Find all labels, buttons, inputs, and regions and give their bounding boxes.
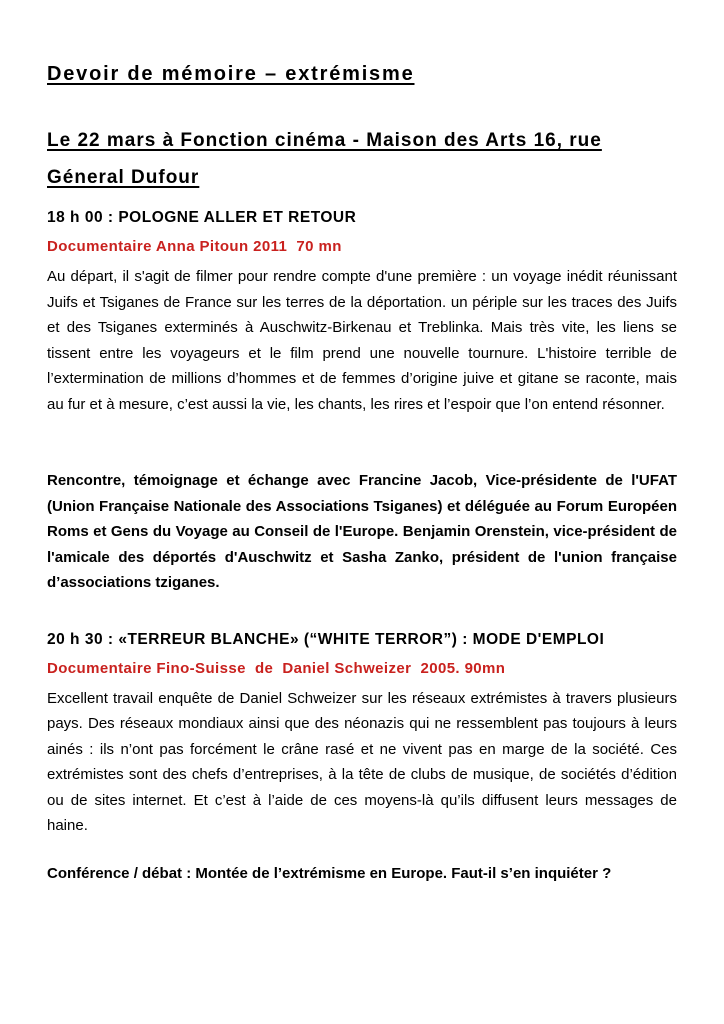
screening-time-title: 18 h 00 : POLOGNE ALLER ET RETOUR — [47, 209, 357, 226]
speakers-paragraph: Rencontre, témoignage et échange avec Francine Jacob, Vice-présidente de l'UFAT (Union Française Nationale des Associations Tsiganes) et déléguée au Forum Européen Roms et Gens du Voyage au Conseil de l'Europe. Benjamin Orenstein, vice-président de l'amicale des déportés d'Auschwitz et Sasha Zanko, président de l'union française d’associations tziganes. — [47, 472, 677, 591]
screening-synopsis: Excellent travail enquête de Daniel Schweizer sur les réseaux extrémistes à travers plusieurs pays. Des réseaux mondiaux ainsi que des néonazis qui ne ressemblent pas toujours à leurs ainés : ils n’ont pas forcément le crâne rasé et ne vivent pas en marge de la société. Ces extrémistes sont des chefs d’entreprises, à la tête de clubs de musique, de sociétés d’édition ou de sites internet. Et c’est à l’aide de ces moyens-là qu’ils diffusent leurs messages de haine. — [47, 689, 677, 834]
event-subtitle-line-1: Le 22 mars à Fonction cinéma - Maison des Arts 16, rue — [47, 130, 602, 151]
screening-time-title: 20 h 30 : «TERREUR BLANCHE» (“WHITE TERROR”) : MODE D'EMPLOI — [47, 630, 605, 648]
screening-synopsis: Au départ, il s'agit de filmer pour rendre compte d'une première : un voyage inédit réunissant Juifs et Tsiganes de France sur les terres de la déportation. un périple sur les traces des Juifs et des Tsiganes exterminés à Auschwitz-Birkenau et Treblinka. Mais très vite, les liens se tissent entre les voyageurs et le film prend une nouvelle tournure. L'histoire terrible de l’extermination de millions d’hommes et de femmes d’origine juive et gitane se raconte, mais au fur et à mesure, c’est aussi la vie, les chants, les rires et l’espoir que l’on entend résonner. — [47, 268, 677, 413]
screening-credit-line: Documentaire Fino-Suisse de Daniel Schweizer 2005. 90mn — [47, 659, 506, 677]
event-subtitle-line-2: Géneral Dufour — [47, 167, 200, 188]
screening-18h00 — [47, 206, 677, 417]
document-title: Devoir de mémoire – extrémisme — [47, 63, 415, 85]
screening-20h30 — [47, 628, 677, 839]
screening-credit-line: Documentaire Anna Pitoun 2011 70 mn — [47, 238, 342, 255]
event-subtitle — [47, 122, 677, 196]
conference-debate-paragraph: Conférence / débat : Montée de l’extrémisme en Europe. Faut-il s’en inquiéter ? — [47, 864, 612, 882]
